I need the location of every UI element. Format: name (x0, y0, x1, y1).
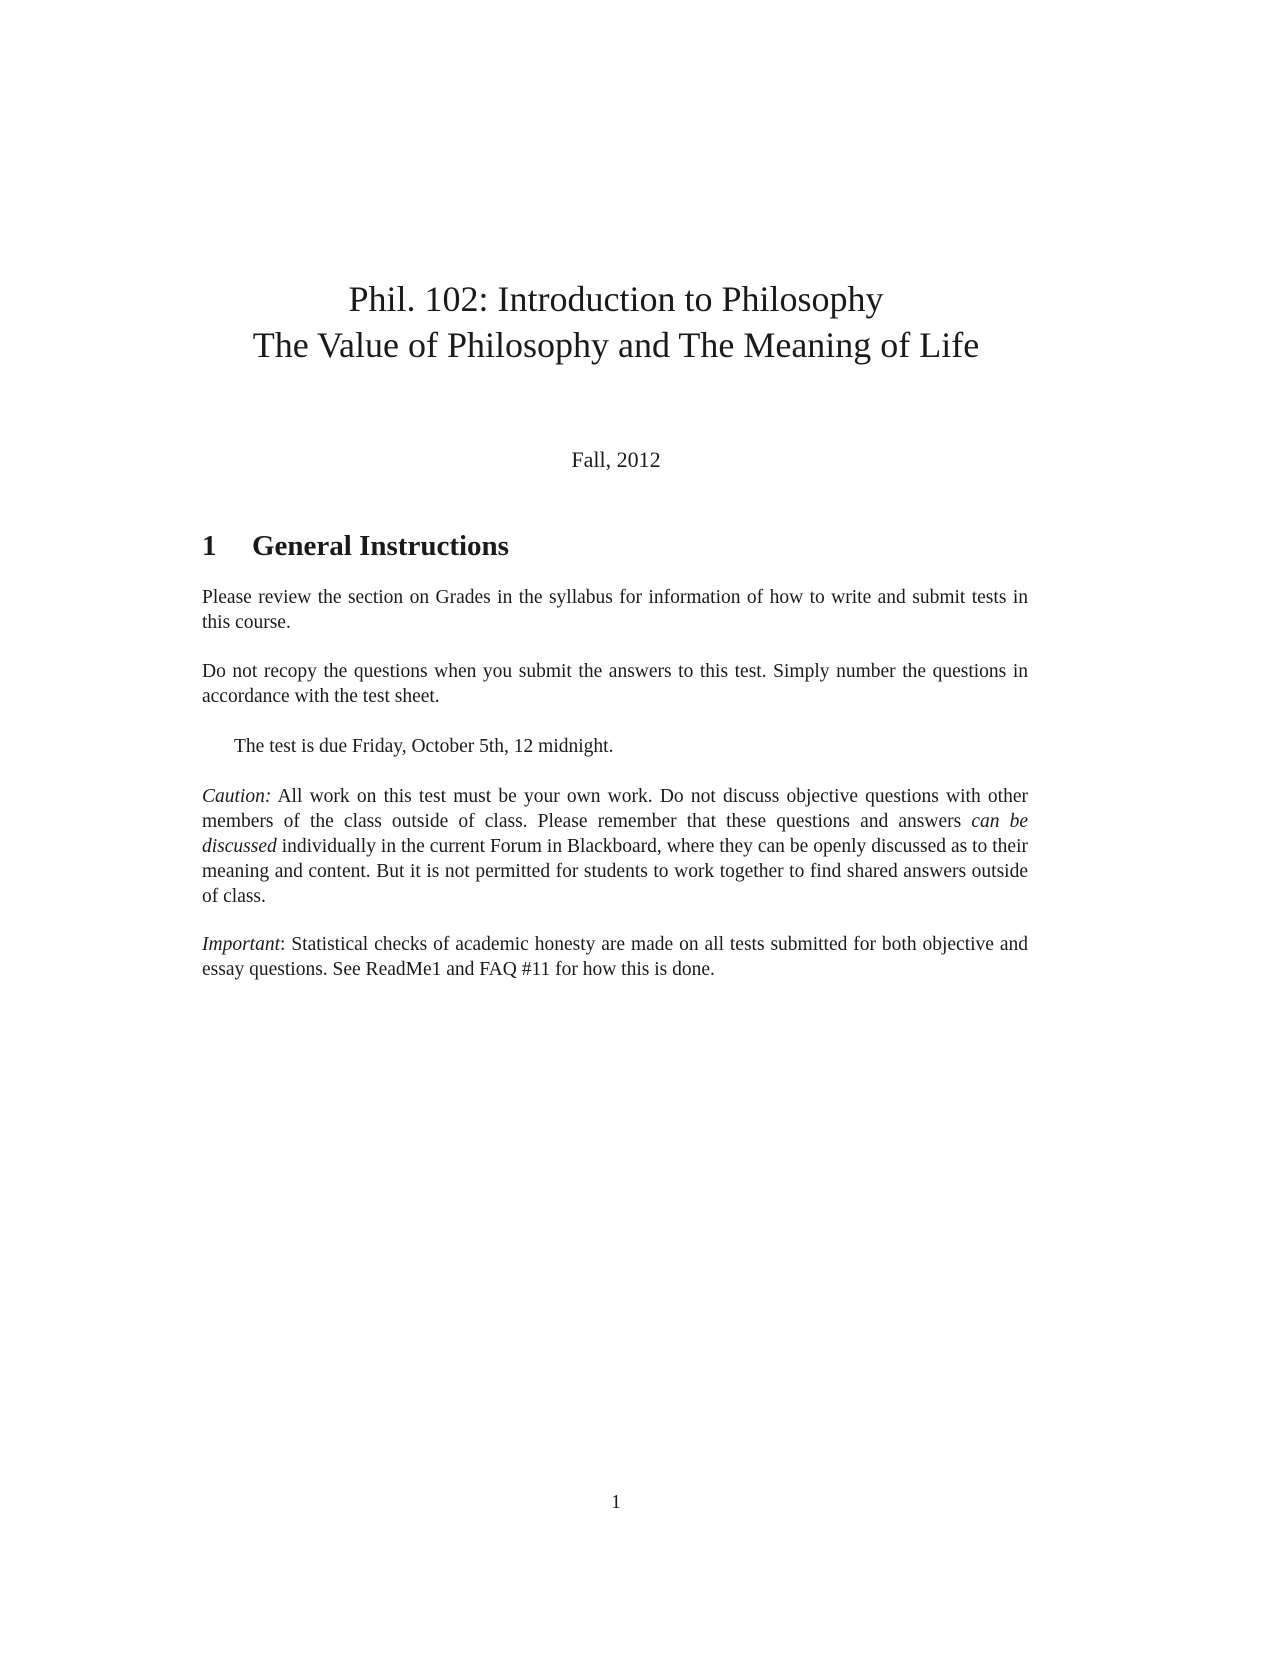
paragraph-grades: Please review the section on Grades in the syllabus for information of how to write and submit tests in this course. (202, 587, 1028, 633)
section-heading (202, 528, 509, 564)
paragraph-caution (202, 784, 1028, 909)
document-title (0, 276, 1232, 368)
caution-text-a: All work on this test must be your own work. Do not discuss objective questions with other members of the class outside of class. Please remember that these questions and answers (202, 786, 1028, 832)
paragraph-important (202, 932, 1028, 982)
document-date: Fall, 2012 (571, 447, 661, 472)
section-number: 1 (202, 530, 217, 562)
title-line-topic: The Value of Philosophy and The Meaning of Life (252, 325, 980, 365)
caution-text-b: individually in the current Forum in Blackboard, where they can be openly discussed as to their meaning and content. But it is not permitted for students to work together to find shared answers outside of class. (202, 836, 1028, 907)
important-text: : Statistical checks of academic honesty are made on all tests submitted for both objective and essay questions. See ReadMe1 and FAQ #11 for how this is done. (202, 934, 1028, 980)
caution-label: Caution: (202, 786, 272, 807)
important-label: Important (202, 934, 280, 955)
paragraph-due-date: The test is due Friday, October 5th, 12 midnight. (234, 736, 614, 757)
section-title: General Instructions (252, 530, 509, 562)
caution-emphasis: can be discussed (202, 811, 1028, 857)
paragraph-recopy: Do not recopy the questions when you submit the answers to this test. Simply number the questions in accordance with the test sheet. (202, 661, 1028, 707)
page-number: 1 (611, 1492, 621, 1513)
title-line-course: Phil. 102: Introduction to Philosophy (348, 279, 884, 319)
